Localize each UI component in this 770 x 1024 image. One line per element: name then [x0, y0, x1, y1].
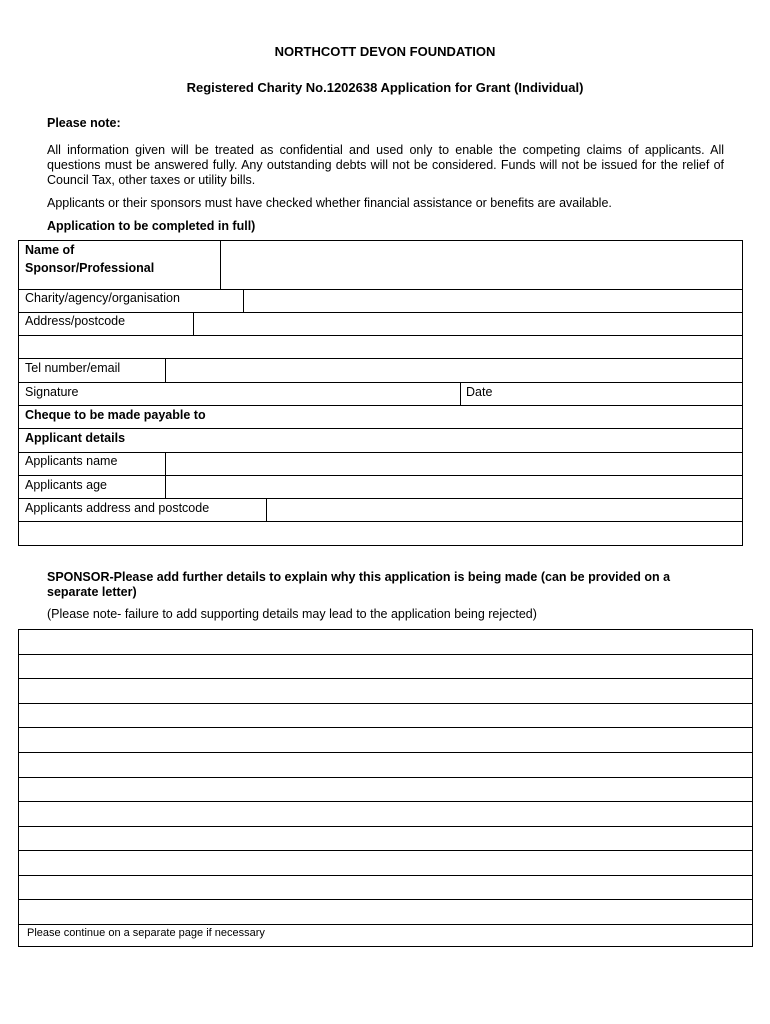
address-field-line2[interactable]	[20, 337, 740, 357]
assistance-paragraph: Applicants or their sponsors must have checked whether financial assistance or benefits are available.	[47, 196, 612, 210]
tel-email-label: Tel number/email	[25, 361, 121, 375]
sponsor-details-note: (Please note- failure to add supporting details may lead to the application being rejected)	[47, 607, 537, 621]
please-note-heading: Please note:	[47, 116, 121, 130]
continue-note: Please continue on a separate page if necessary	[27, 927, 265, 939]
document-subtitle: Registered Charity No.1202638 Application for Grant (Individual)	[186, 80, 584, 95]
applicant-details-heading: Applicant details	[25, 431, 126, 445]
applicant-age-field[interactable]	[167, 477, 740, 497]
applicant-address-field-line2[interactable]	[20, 523, 740, 544]
cheque-payable-label: Cheque to be made payable to	[25, 408, 206, 422]
address-field[interactable]	[195, 314, 740, 334]
applicant-name-label: Applicants name	[25, 454, 118, 468]
sponsor-name-label-line2: Sponsor/Professional	[25, 261, 155, 275]
charity-field[interactable]	[245, 291, 740, 311]
address-label: Address/postcode	[25, 314, 126, 328]
signature-field[interactable]	[20, 384, 458, 404]
sponsor-details-heading: SPONSOR-Please add further details to explain why this application is being made (can be provided on a separate letter)	[47, 570, 671, 599]
sponsor-name-field[interactable]	[222, 242, 740, 287]
sponsor-name-label	[25, 242, 154, 276]
applicant-age-label: Applicants age	[25, 478, 108, 492]
date-field[interactable]	[462, 384, 740, 404]
charity-label: Charity/agency/organisation	[25, 291, 180, 305]
applicant-address-label: Applicants address and postcode	[25, 501, 210, 515]
cheque-payable-field[interactable]	[240, 407, 740, 427]
confidentiality-paragraph: All information given will be treated as confidential and used only to enable the competing claims of applicants. All questions must be answered fully. Any outstanding debts will not be considered. Funds will not be issued for the relief of Council Tax, other taxes or utility bills.	[47, 143, 724, 187]
tel-email-field[interactable]	[167, 360, 740, 381]
applicant-address-field[interactable]	[268, 500, 740, 520]
completion-note: Application to be completed in full)	[47, 219, 256, 233]
applicant-name-field[interactable]	[167, 454, 740, 474]
document-title: NORTHCOTT DEVON FOUNDATION	[274, 44, 496, 59]
signature-label: Signature	[25, 385, 79, 399]
sponsor-name-label-line1: Name of	[25, 243, 75, 257]
date-label: Date	[466, 385, 493, 399]
